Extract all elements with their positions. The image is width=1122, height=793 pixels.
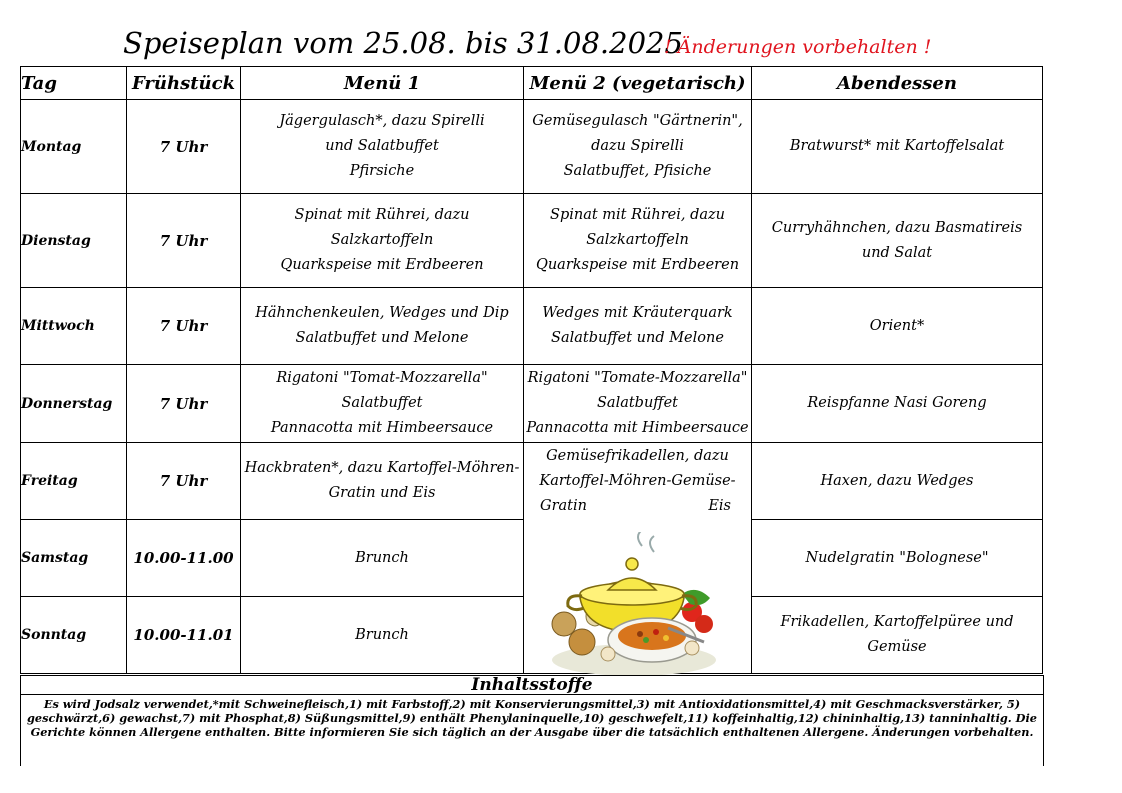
menu1-cell	[241, 597, 524, 674]
dinner-cell	[752, 520, 1043, 597]
menu2-cell	[524, 100, 752, 194]
breakfast-time: 7 Uhr	[127, 365, 241, 443]
day-cell: Mittwoch	[21, 288, 127, 365]
table-row	[21, 365, 1043, 443]
dinner-line: Frikadellen, Kartoffelpüree und Gemüse	[780, 614, 1014, 655]
menu1-line: Hähnchenkeulen, Wedges und Dip	[255, 305, 509, 321]
menu1-line: Gratin und Eis	[328, 485, 436, 501]
menu1-line: Salatbuffet	[341, 395, 423, 411]
menu1-line: Rigatoni "Tomat-Mozzarella"	[276, 370, 488, 386]
change-notice: ! Änderungen vorbehalten !	[664, 36, 932, 58]
day-cell: Dienstag	[21, 194, 127, 288]
breakfast-time: 10.00-11.01	[127, 597, 241, 674]
menu1-cell	[241, 100, 524, 194]
menu2-line: Spinat mit Rührei, dazu	[550, 207, 725, 223]
table-header-row	[21, 67, 1043, 100]
dinner-line: Nudelgratin "Bolognese"	[805, 549, 989, 566]
menu1-cell	[241, 520, 524, 597]
column-header-menu2: Menü 2 (vegetarisch)	[524, 67, 752, 100]
menu2-line: Gemüsegulasch "Gärtnerin",	[532, 113, 743, 129]
dinner-line: Orient*	[869, 317, 925, 334]
menu2-line: Salatbuffet und Melone	[551, 330, 724, 346]
day-cell: Donnerstag	[21, 365, 127, 443]
dinner-cell	[752, 365, 1043, 443]
table-row	[21, 443, 1043, 520]
ingredients-text: Es wird Jodsalz verwendet,*mit Schweinefleisch,1) mit Farbstoff,2) mit Konservierungsmittel,3) mit Antioxidationsmittel,4) mit Geschmacksverstärker, 5) geschwärzt,6) gewachst,7) mit Phosphat,8) Süßungsmittel,9) enthält Phenylaninquelle,10) geschwefelt,11) koffeinhaltig,12) chininhaltig,13) tanninhaltig. Die Gerichte können Allergene enthalten. Bitte informieren Sie sich täglich an der Ausgabe über die tatsächlich enthaltenen Allergene. Änderungen vorbehalten.	[27, 697, 1037, 739]
dinner-cell	[752, 443, 1043, 520]
dinner-line: Bratwurst* mit Kartoffelsalat	[789, 138, 1005, 154]
menu1-line: Brunch	[355, 626, 409, 643]
menu2-cell	[524, 288, 752, 365]
day-cell: Sonntag	[21, 597, 127, 674]
menu1-line: Pfirsiche	[349, 163, 415, 179]
menu2-line: Wedges mit Kräuterquark	[542, 305, 733, 321]
ingredients-section	[20, 675, 1044, 766]
column-header-fruehstueck: Frühstück	[127, 67, 241, 100]
day-cell: Samstag	[21, 520, 127, 597]
ingredients-title: Inhaltsstoffe	[21, 676, 1043, 695]
day-cell: Freitag	[21, 443, 127, 520]
menu1-line: Quarkspeise mit Erdbeeren	[280, 257, 484, 273]
dinner-cell	[752, 288, 1043, 365]
menu1-line: Jägergulasch*, dazu Spirelli	[279, 113, 485, 129]
soup-pot-clipart-icon	[542, 532, 722, 682]
menu2-cell	[524, 365, 752, 443]
menu2-cell	[524, 194, 752, 288]
menu1-line: Spinat mit Rührei, dazu Salzkartoffeln	[294, 207, 470, 248]
menu1-cell	[241, 194, 524, 288]
menu1-line: Hackbraten*, dazu Kartoffel-Möhren-	[244, 460, 520, 476]
table-row	[21, 194, 1043, 288]
table-row	[21, 100, 1043, 194]
page-title: Speiseplan vom 25.08. bis 31.08.2025	[123, 26, 683, 60]
menu2-line: Salatbuffet, Pfisiche	[563, 163, 712, 179]
menu2-line: dazu Spirelli	[591, 138, 684, 154]
dinner-line: Haxen, dazu Wedges	[820, 472, 974, 489]
day-cell: Montag	[21, 100, 127, 194]
menu1-cell	[241, 288, 524, 365]
breakfast-time: 7 Uhr	[127, 288, 241, 365]
breakfast-time: 10.00-11.00	[127, 520, 241, 597]
dinner-cell	[752, 597, 1043, 674]
menu2-freitag	[524, 443, 751, 520]
menu2-line: Quarkspeise mit Erdbeeren	[535, 257, 740, 273]
dinner-cell	[752, 194, 1043, 288]
menu2-line: Rigatoni "Tomate-Mozzarella"	[527, 370, 748, 386]
menu2-word: Gratin	[540, 498, 587, 514]
menu2-word: Eis	[708, 498, 731, 514]
dinner-line: und Salat	[861, 244, 933, 261]
menu2-line: Pannacotta mit Himbeersauce	[526, 420, 749, 436]
menu-table	[20, 66, 1043, 674]
menu2-line: Salatbuffet	[597, 395, 678, 411]
menu1-cell	[241, 365, 524, 443]
column-header-menu1: Menü 1	[241, 67, 524, 100]
column-header-abendessen: Abendessen	[752, 67, 1043, 100]
column-header-tag: Tag	[21, 67, 127, 100]
dinner-line: Curryhähnchen, dazu Basmatireis	[771, 219, 1023, 236]
menu1-line: und Salatbuffet	[325, 138, 439, 154]
menu2-line: Salzkartoffeln	[586, 232, 689, 248]
table-row	[21, 288, 1043, 365]
menu2-line: Kartoffel-Möhren-Gemüse-	[539, 473, 736, 489]
breakfast-time: 7 Uhr	[127, 194, 241, 288]
menu2-cell-with-illustration	[524, 443, 752, 674]
menu2-line: Gemüsefrikadellen, dazu	[546, 448, 729, 464]
menu1-line: Salatbuffet und Melone	[295, 330, 469, 346]
menu1-line: Brunch	[355, 549, 409, 566]
menu1-cell	[241, 443, 524, 520]
menu2-line	[524, 494, 751, 519]
breakfast-time: 7 Uhr	[127, 443, 241, 520]
breakfast-time: 7 Uhr	[127, 100, 241, 194]
dinner-cell	[752, 100, 1043, 194]
menu1-line: Pannacotta mit Himbeersauce	[270, 420, 494, 436]
dinner-line: Reispfanne Nasi Goreng	[807, 395, 987, 411]
